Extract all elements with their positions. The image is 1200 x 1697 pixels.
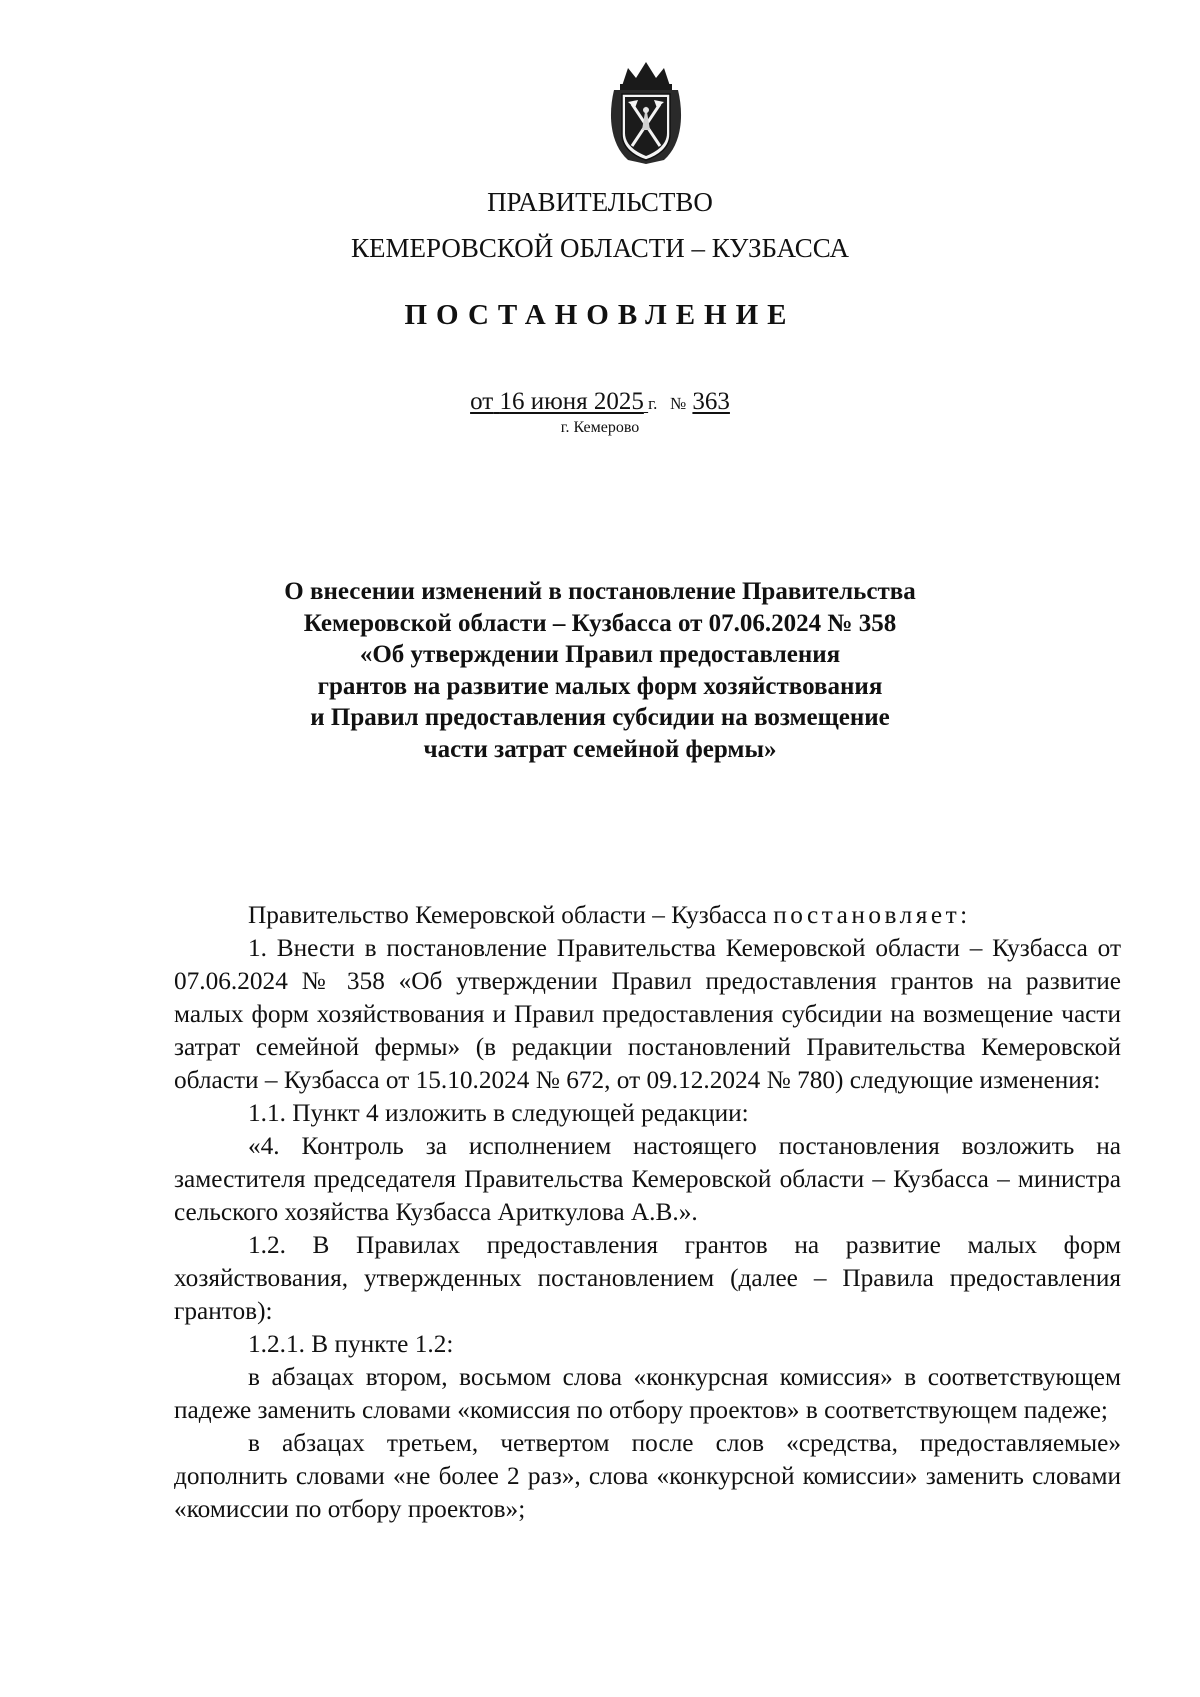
body-paragraph: 1.1. Пункт 4 изложить в следующей редакции: <box>248 1099 749 1127</box>
body-paragraph: в абзацах третьем, четвертом после слов «средства, предоставляемые» дополнить словами «не более 2 раз», слова «конкурсной комиссии» заменить словами «комиссии по отбору проектов»; <box>174 1429 1121 1523</box>
title-line: «Об утверждении Правил предоставления <box>359 641 841 668</box>
year-suffix: г. <box>648 394 658 413</box>
document-type: ПОСТАНОВЛЕНИЕ <box>404 299 796 331</box>
body-paragraph: 1.2. В Правилах предоставления грантов на развитие малых форм хозяйствования, утвержденных постановлением (далее – Правила предоставления грантов): <box>174 1231 1121 1325</box>
title-line: грантов на развитие малых форм хозяйствования <box>317 672 883 700</box>
document-date: 16 июня 2025 <box>499 388 644 415</box>
title-line: и Правил предоставления субсидии на возмещение <box>310 704 890 731</box>
document-title <box>150 576 1050 765</box>
title-line: части затрат семейной фермы» <box>423 735 777 763</box>
date-prefix: от <box>470 388 494 415</box>
body-paragraph: в абзацах втором, восьмом слова «конкурсная комиссия» в соответствующем падеже заменить словами «комиссия по отбору проектов» в соответствующем падеже; <box>174 1363 1121 1424</box>
intro-paragraph <box>174 899 1121 932</box>
title-line: О внесении изменений в постановление Правительства <box>284 578 916 605</box>
body-paragraph: 1.2.1. В пункте 1.2: <box>248 1330 454 1358</box>
government-name-line2: КЕМЕРОВСКОЙ ОБЛАСТИ – КУЗБАССА <box>351 233 849 263</box>
intro-verb: постановляет: <box>773 901 971 929</box>
title-line: Кемеровской области – Кузбасса от 07.06.2024 № 358 <box>303 609 897 637</box>
body-paragraph: «4. Контроль за исполнением настоящего постановления возложить на заместителя председателя Правительства Кемеровской области – Кузбасса – министра сельского хозяйства Кузбасса Ариткулова А.В.». <box>174 1132 1121 1226</box>
city: г. Кемерово <box>560 419 640 436</box>
number-sign: № <box>669 394 687 413</box>
intro-text: Правительство Кемеровской области – Кузбасса <box>248 901 767 929</box>
document-body <box>174 899 1121 1526</box>
coat-of-arms-icon <box>608 60 684 166</box>
body-paragraph: 1. Внести в постановление Правительства Кемеровской области – Кузбасса от 07.06.2024 № 358 «Об утверждении Правил предоставления грантов на развитие малых форм хозяйствования и Правил предоставления субсидии на возмещение части затрат семейной фермы» (в редакции постановлений Правительства Кемеровской области – Кузбасса от 15.10.2024 № 672, от 09.12.2024 № 780) следующие изменения: <box>174 934 1121 1094</box>
government-name-line1: ПРАВИТЕЛЬСТВО <box>487 187 713 217</box>
document-number: 363 <box>692 388 730 415</box>
date-number-line <box>0 389 1200 414</box>
